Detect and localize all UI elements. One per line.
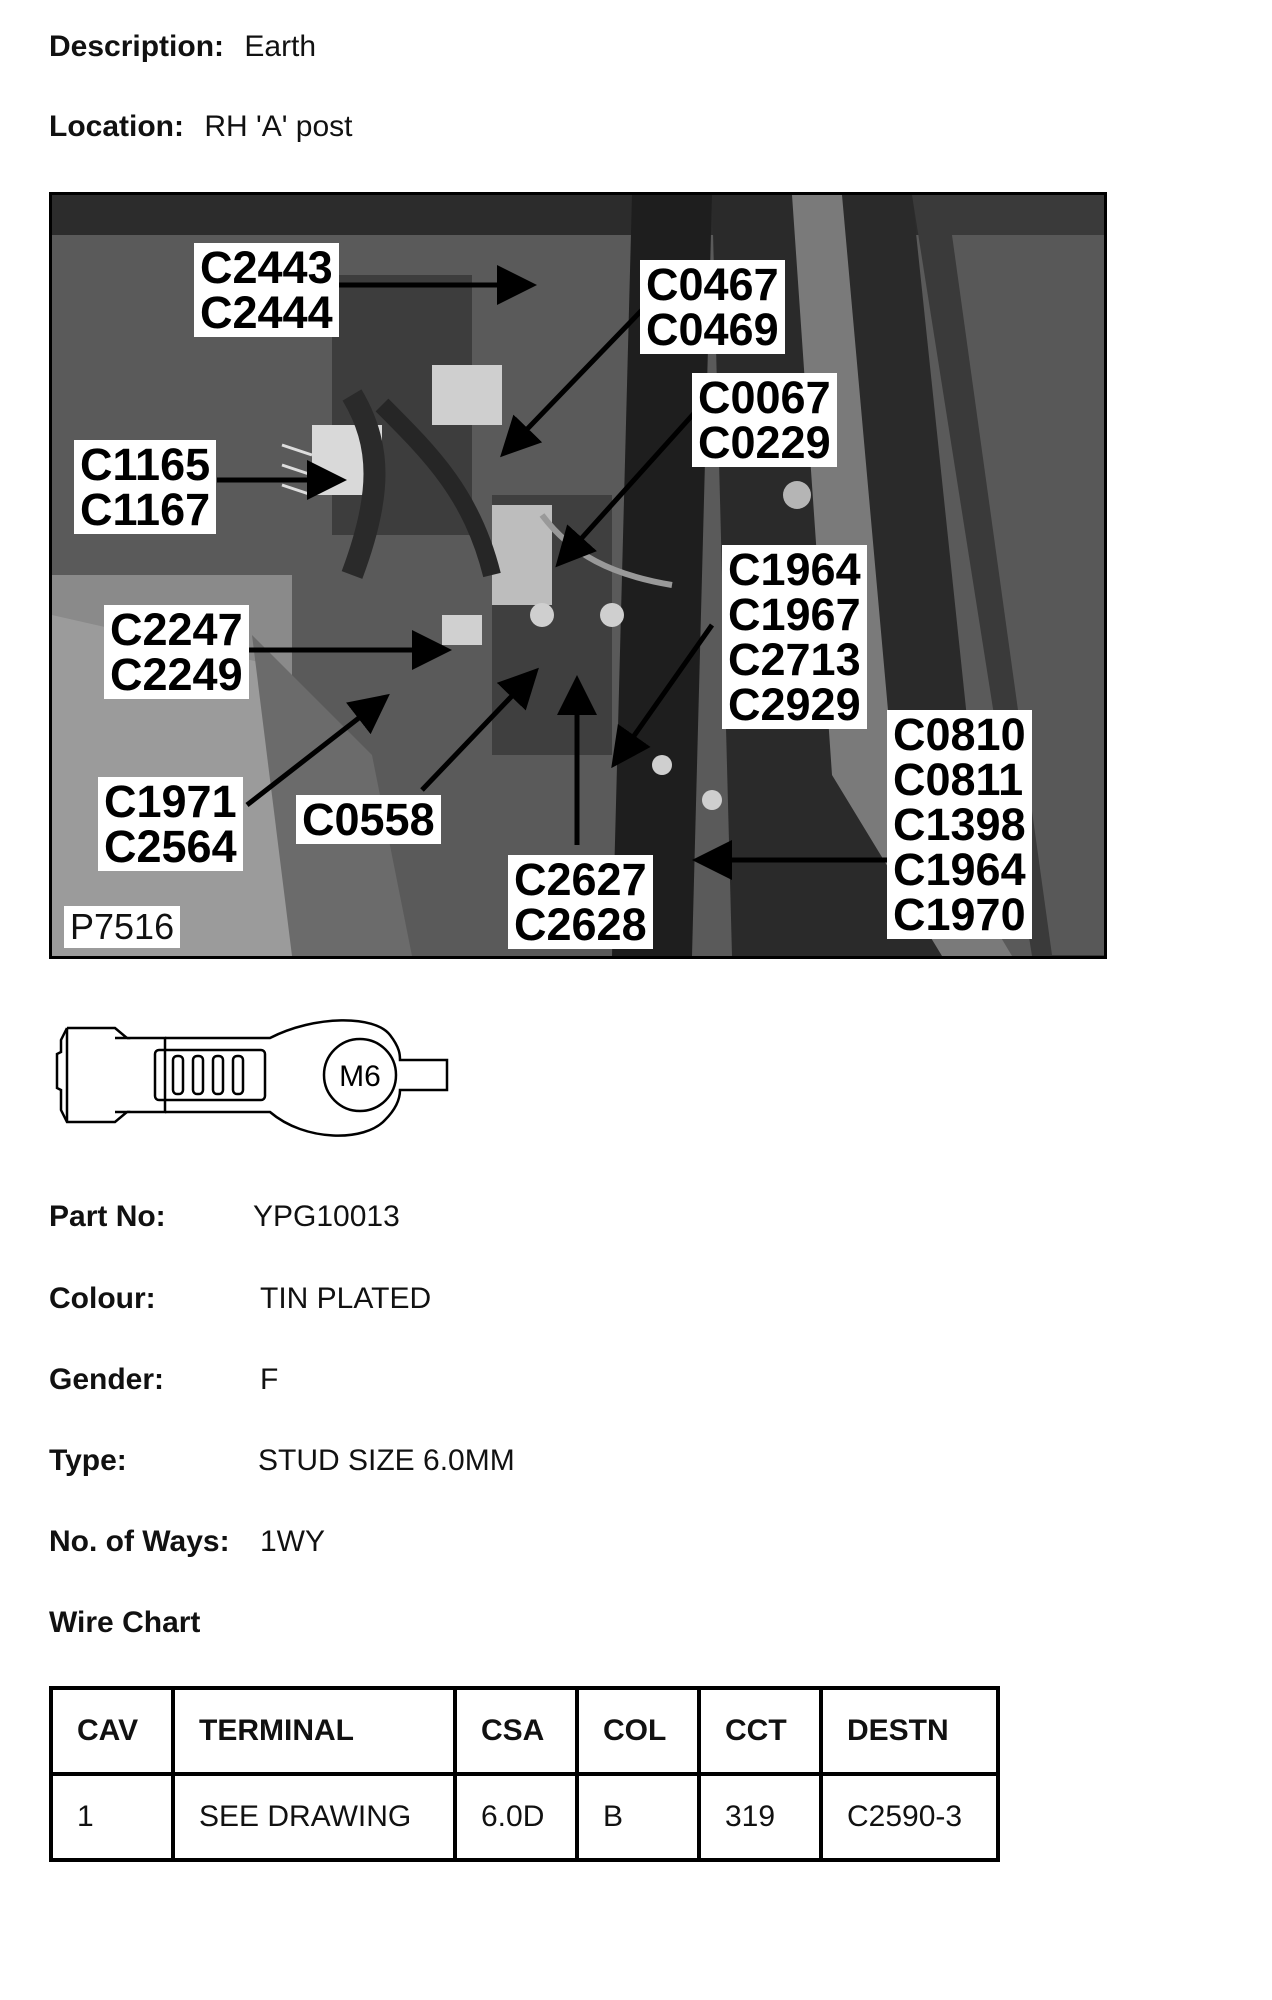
callout-line: C1971 <box>104 776 237 827</box>
colour-field <box>49 1282 156 1316</box>
callout-c1964-c1967-c2713-c2929 <box>722 545 867 729</box>
table-header-row <box>51 1688 998 1774</box>
callout-c1971-c2564 <box>98 777 243 871</box>
gender-value: F <box>260 1363 279 1396</box>
location-label: Location: <box>49 110 184 143</box>
callout-c2627-c2628 <box>508 855 653 949</box>
stud-size-label: M6 <box>339 1060 381 1093</box>
cell-destn: C2590-3 <box>821 1774 998 1860</box>
cell-terminal: SEE DRAWING <box>173 1774 455 1860</box>
ways-label: No. of Ways: <box>49 1525 230 1558</box>
type-value: STUD SIZE 6.0MM <box>258 1444 515 1477</box>
callout-line: C1167 <box>80 484 211 535</box>
part-no-value: YPG10013 <box>253 1200 400 1233</box>
photo-id: P7516 <box>64 906 180 948</box>
colour-label: Colour: <box>49 1282 156 1315</box>
arrow-c0558 <box>422 675 532 790</box>
colour-value: TIN PLATED <box>260 1282 432 1315</box>
callout-line: C0067 <box>698 372 831 423</box>
description-label: Description: <box>49 30 225 63</box>
callout-line: C2929 <box>728 679 861 730</box>
callout-line: C1398 <box>893 799 1026 850</box>
callout-c0067-c0229 <box>692 373 837 467</box>
cell-cav: 1 <box>51 1774 173 1860</box>
part-no-label: Part No: <box>49 1200 166 1233</box>
callout-c0558 <box>296 795 441 844</box>
gender-field <box>49 1363 164 1397</box>
callout-line: C2443 <box>200 242 333 293</box>
column-header-terminal: TERMINAL <box>173 1688 455 1774</box>
callout-line: C0810 <box>893 709 1026 760</box>
callout-line: C0558 <box>302 794 435 845</box>
column-header-col: COL <box>577 1688 699 1774</box>
callout-line: C1967 <box>728 589 861 640</box>
callout-c2443-c2444 <box>194 243 339 337</box>
type-label: Type: <box>49 1444 127 1477</box>
column-header-cct: CCT <box>699 1688 821 1774</box>
column-header-cav: CAV <box>51 1688 173 1774</box>
callout-line: C2444 <box>200 287 333 338</box>
gender-label: Gender: <box>49 1363 165 1396</box>
cell-col: B <box>577 1774 699 1860</box>
callout-line: C2564 <box>104 821 237 872</box>
arrow-c1964 <box>617 625 712 760</box>
callout-line: C0229 <box>698 417 831 468</box>
connector-location-photo <box>49 192 1107 959</box>
callout-line: C0467 <box>646 259 779 310</box>
location-field <box>49 110 353 144</box>
arrow-c1971 <box>247 700 382 805</box>
callout-line: C1970 <box>893 889 1026 940</box>
ways-field <box>49 1525 230 1559</box>
cell-csa: 6.0D <box>455 1774 577 1860</box>
callout-line: C2249 <box>110 649 243 700</box>
wire-chart-title: Wire Chart <box>49 1606 201 1639</box>
ways-value: 1WY <box>260 1525 326 1558</box>
callout-line: C2628 <box>514 899 647 950</box>
description-value: Earth <box>244 30 317 63</box>
callout-line: C1964 <box>893 844 1026 895</box>
callout-line: C2247 <box>110 604 243 655</box>
callout-line: C2627 <box>514 854 647 905</box>
callout-c1165-c1167 <box>74 440 216 534</box>
callout-line: C1964 <box>728 544 861 595</box>
callout-line: C1165 <box>80 439 211 490</box>
wire-chart-table <box>49 1686 1000 1862</box>
callout-line: C2713 <box>728 634 861 685</box>
cell-cct: 319 <box>699 1774 821 1860</box>
type-field <box>49 1444 127 1478</box>
arrow-c0067 <box>562 410 697 560</box>
callout-line: C0469 <box>646 304 779 355</box>
callout-c2247-c2249 <box>104 605 249 699</box>
callout-line: C0811 <box>893 754 1024 805</box>
column-header-destn: DESTN <box>821 1688 998 1774</box>
description-field <box>49 30 316 64</box>
part-no-field <box>49 1200 166 1234</box>
arrow-c0467 <box>507 310 642 450</box>
table-row <box>51 1774 998 1860</box>
callout-c0467-c0469 <box>640 260 785 354</box>
location-value: RH 'A' post <box>204 110 353 143</box>
callout-c0810-group <box>887 710 1032 939</box>
ring-terminal-drawing <box>55 1010 455 1150</box>
column-header-csa: CSA <box>455 1688 577 1774</box>
